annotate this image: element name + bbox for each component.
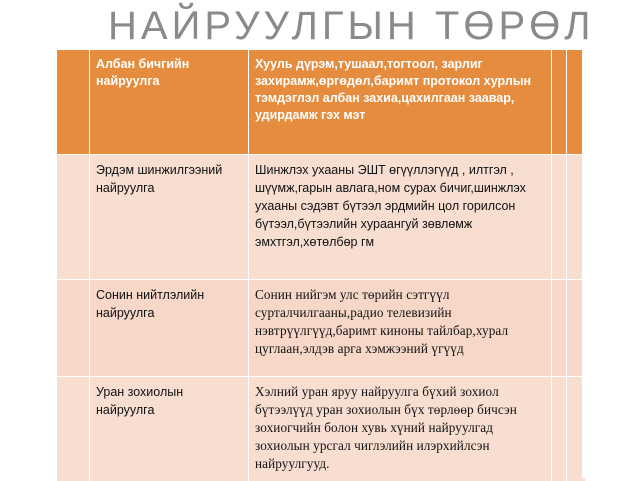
classification-table [57,50,581,478]
table-marker-cell [57,50,89,154]
slide-right-margin [582,50,638,478]
table-edge-cell [552,155,566,279]
table-marker-cell [57,377,89,481]
table-row-2-left: Сонин нийтлэлийн найруулга [90,280,248,376]
table-marker-cell [57,155,89,279]
table-row-2-right: Сонин нийгэм улс төрийн сэтгүүл сурталчилгааны,радио телевизийн нэвтрүүлгүүд,баримт киноны тайлбар,хурал цуглаан,элдэв арга хэмжээний үгүүд [249,280,551,376]
header-right-cell: Хууль дүрэм,тушаал,тогтоол, зарлиг захирамж,өргөдөл,баримт протокол хурлын тэмдэглэл албан захиа,цахилгаан заавар, удирдамж гэх мэт [249,50,551,154]
table-row-1-left: Эрдэм шинжилгээний найруулга [90,155,248,279]
table-row-3-left: Уран зохиолын найруулга [90,377,248,481]
table-row-1-right: Шинжлэх ухааны ЭШТ өгүүллэгүүд , илтгэл , шүүмж,гарын авлага,ном сурах бичиг,шинжлэх ухааны сэдэвт бүтээл эрдмийн цол горилсон бүтээл,бүтээлийн хураангуй зөвлөмж эмхтгэл,хөтөлбөр гм [249,155,551,279]
table-edge-cell [552,280,566,376]
header-left-cell: Албан бичгийн найруулга [90,50,248,154]
table-edge-cell [552,377,566,481]
table-row-3-right: Хэлний уран яруу найруулга бүхий зохиол бүтээлүүд уран зохиолын бүх төрлөөр бичсэн зохиогчийн болон хувь хүний найруулгад зохиолын урсгал чиглэлийн илэрхийлсэн найруулгууд. [249,377,551,481]
table-marker-cell [57,280,89,376]
slide-title: НАЙРУУЛГЫН ТӨРӨЛ [108,4,595,48]
table-edge-cell [552,50,566,154]
